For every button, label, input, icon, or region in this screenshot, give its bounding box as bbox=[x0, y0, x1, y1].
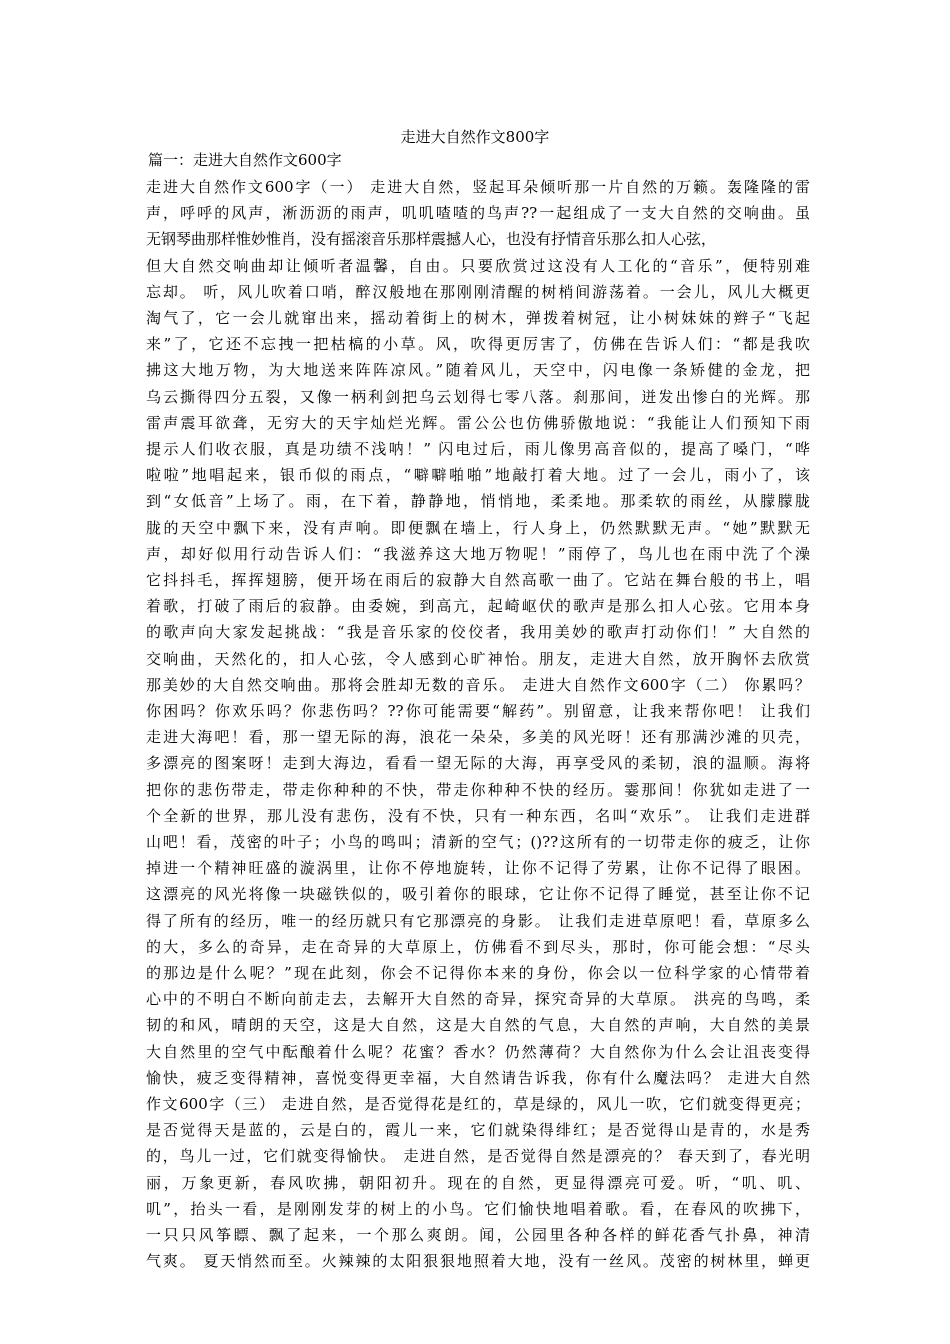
body-text-line: 得了所有的经历，唯一的经历就只有它那漂亮的身影。 让我们走进草原吧！看，草原多么 bbox=[146, 911, 810, 930]
body-text-line: 掉进一个精神旺盛的漩涡里，让你不停地旋转，让你不记得了劳累，让你不记得了眼困。 bbox=[146, 859, 810, 878]
body-text-line: 交响曲，天然化的，扣人心弦，令人感到心旷神怡。朋友，走进大自然，放开胸怀去欣赏 bbox=[146, 649, 810, 668]
body-text-line: 叽”，抬头一看，是刚刚发芽的树上的小鸟。它们愉快地唱着歌。看，在春风的吹拂下， bbox=[146, 1199, 810, 1218]
body-text-line: 作文600字（三） 走进自然，是否觉得花是红的，草是绿的，风儿一吹，它们就变得更亮； bbox=[146, 1095, 810, 1113]
body-text-line: 雷声震耳欲聋，无穷大的天宇灿烂光辉。雷公公也仿佛骄傲地说：“我能让人们预知下雨 bbox=[146, 413, 810, 432]
body-text-line: 一只只风筝瞟、飘了起来，一个那么爽朗。闻，公园里各种各样的鲜花香气扑鼻，神清 bbox=[146, 1226, 810, 1244]
body-text-line: 声，呼呼的风声，淅沥沥的雨声，叽叽喳喳的鸟声??一起组成了一支大自然的交响曲。虽 bbox=[146, 204, 810, 223]
body-text-line: 拂这大地万物，为大地送来阵阵凉风。”随着风儿，天空中，闪电像一条矫健的金龙，把 bbox=[146, 361, 810, 380]
body-text-line: 乌云撕得四分五裂，又像一柄利剑把乌云划得七零八落。刹那间，迸发出惨白的光辉。那 bbox=[146, 387, 810, 406]
body-text-line: 来”了，它还不忘拽一把枯槁的小草。风，吹得更厉害了，仿佛在告诉人们：“都是我吹 bbox=[146, 335, 810, 354]
body-text-line: 是否觉得天是蓝的，云是白的，霞儿一来，它们就染得绯红；是否觉得山是青的，水是秀 bbox=[146, 1121, 810, 1140]
body-text-line: 它抖抖毛，挥挥翅膀，便开场在雨后的寂静大自然高歌一曲了。它站在舞台般的书上，唱 bbox=[146, 571, 810, 589]
body-text-line: 那美妙的大自然交响曲。那将会胜却无数的音乐。 走进大自然作文600字（二） 你累吗？ bbox=[146, 675, 810, 694]
body-text-line: 淘气了，它一会儿就窜出来，摇动着街上的树木，弹拨着树冠，让小树妹妹的辫子“飞起 bbox=[146, 309, 810, 327]
body-text-line: 愉快，疲乏变得精神，喜悦变得更幸福，大自然请告诉我，你有什么魔法吗？ 走进大自然 bbox=[146, 1068, 810, 1087]
body-text-line: 的那边是什么呢？”现在此刻，你会不记得你本来的身份，你会以一位科学家的心情带着 bbox=[146, 964, 810, 982]
body-text-line: 个全新的世界，那儿没有悲伤，没有不快，只有一种东西，名叫“欢乐”。 让我们走进群 bbox=[146, 806, 810, 825]
document-title: 走进大自然作文800字 bbox=[400, 128, 550, 146]
body-text-line: 大自然里的空气中酝酿着什么呢？花蜜？香水？仍然薄荷？大自然你为什么会让沮丧变得 bbox=[146, 1042, 810, 1061]
body-text-line: 的歌声向大家发起挑战：“我是音乐家的佼佼者，我用美妙的歌声打动你们！” 大自然的 bbox=[146, 623, 810, 642]
body-text-line: 忘却。 听，风儿吹着口哨，醉汉般地在那刚刚清醒的树梢间游荡着。一会儿，风儿大概更 bbox=[146, 282, 810, 301]
body-text-line: 到“女低音”上场了。雨，在下着，静静地，悄悄地，柔柔地。那柔软的雨丝，从朦朦胧 bbox=[146, 492, 810, 511]
body-text-line: 走进大自然作文600字（一） 走进大自然，竖起耳朵倾听那一片自然的万籁。轰隆隆的雷 bbox=[146, 178, 810, 196]
body-text-line: 多漂亮的图案呀！走到大海边，看看一望无际的大海，再享受风的柔韧，浪的温顺。海将 bbox=[146, 754, 810, 773]
body-text-line: 韧的和风，晴朗的天空，这是大自然，这是大自然的气息，大自然的声响，大自然的美景 bbox=[146, 1016, 810, 1035]
body-text-line: 气爽。 夏天悄然而至。火辣辣的太阳狠狠地照着大地，没有一丝风。茂密的树林里，蝉更 bbox=[146, 1252, 810, 1271]
body-text-line: 走进大海吧！看，那一望无际的海，浪花一朵朵，多美的风光呀！还有那满沙滩的贝壳， bbox=[146, 728, 810, 747]
body-text-line: 无钢琴曲那样惟妙惟肖，没有摇滚音乐那样震撼人心，也没有抒情音乐那么扣人心弦， bbox=[146, 230, 717, 249]
body-text-line: 啦啦”地唱起来，银币似的雨点，“噼噼啪啪”地敲打着大地。过了一会儿，雨小了，该 bbox=[146, 466, 810, 485]
body-text-line: 心中的不明白不断向前走去，去解开大自然的奇异，探究奇异的大草原。 洪亮的鸟鸣，柔 bbox=[146, 990, 810, 1009]
body-text-line: 的，鸟儿一过，它们就变得愉快。 走进自然，是否觉得自然是漂亮的？ 春天到了，春光明 bbox=[146, 1147, 810, 1166]
body-text-line: 把你的悲伤带走，带走你种种的不快，带走你种种不快的经历。霎那间！你犹如走进了一 bbox=[146, 780, 810, 799]
body-text-line: 声，却好似用行动告诉人们：“我滋养这大地万物呢！”雨停了，鸟儿也在雨中洗了个澡 bbox=[146, 544, 810, 563]
body-text-line: 你困吗？你欢乐吗？你悲伤吗？??你可能需要“解药”。别留意，让我来帮你吧！ 让我们 bbox=[146, 702, 810, 720]
body-text-line: 山吧！看，茂密的叶子；小鸟的鸣叫；清新的空气；()??这所有的一切带走你的疲乏，让你 bbox=[146, 833, 810, 851]
body-text-line: 着歌，打破了雨后的寂静。由委婉，到高亢，起崎岖伏的歌声是那么扣人心弦。它用本身 bbox=[146, 597, 810, 616]
body-text-line: 丽，万象更新，春风吹拂，朝阳初升。现在的自然，更显得漂亮可爱。听，“叽、叽、 bbox=[146, 1173, 810, 1192]
body-text-line: 提示人们收衣服，真是功绩不浅呐！” 闪电过后，雨儿像男高音似的，提高了嗓门，“哗 bbox=[146, 440, 810, 458]
body-text-line: 的大，多么的奇异，走在奇异的大草原上，仿佛看不到尽头，那时，你可能会想：“尽头 bbox=[146, 937, 810, 956]
body-text-line: 这漂亮的风光将像一块磁铁似的，吸引着你的眼球，它让你不记得了睡觉，甚至让你不记 bbox=[146, 885, 810, 904]
section-heading: 篇一：走进大自然作文600字 bbox=[148, 151, 342, 169]
body-text-line: 胧的天空中飘下来，没有声响。即便飘在墙上，行人身上，仍然默默无声。“她”默默无 bbox=[146, 518, 810, 537]
body-text-line: 但大自然交响曲却让倾听者温馨，自由。只要欣赏过这没有人工化的“音乐”，便特别难 bbox=[146, 256, 810, 275]
